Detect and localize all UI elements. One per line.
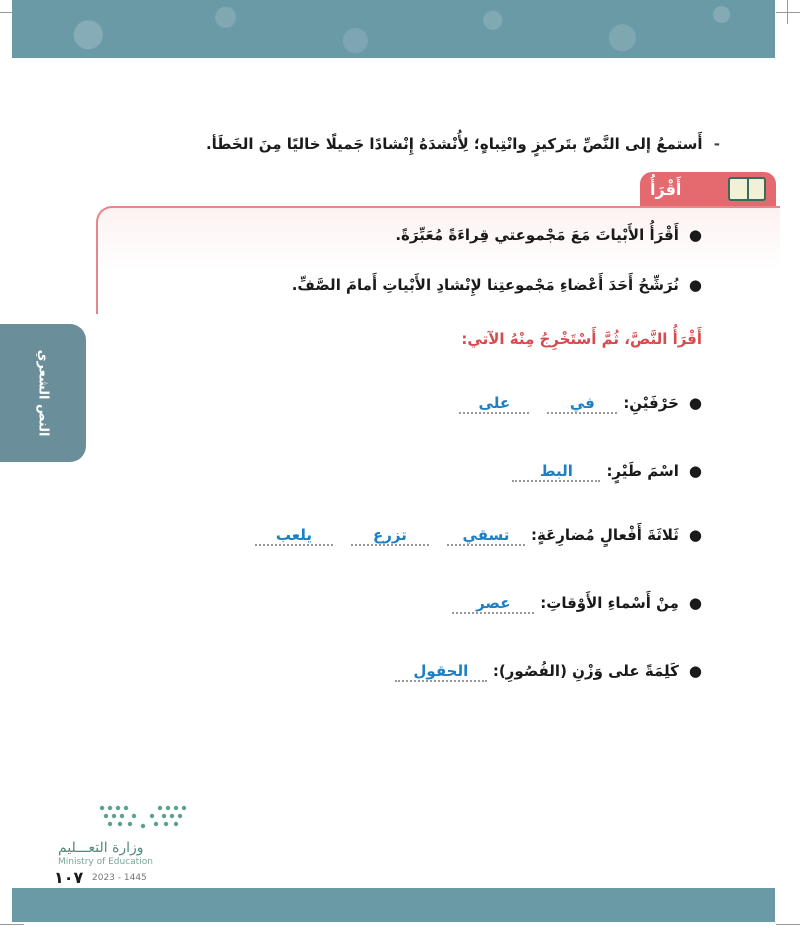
answer-field[interactable]: الحقول bbox=[395, 662, 487, 682]
exercise-row-letters bbox=[441, 394, 702, 414]
exercise-row-times bbox=[434, 594, 702, 614]
crop-mark bbox=[787, 0, 788, 24]
bullet-icon: ● bbox=[688, 394, 702, 412]
instruction-dash: - bbox=[713, 135, 720, 153]
side-section-tab bbox=[0, 324, 86, 462]
bullet-icon: ● bbox=[688, 662, 702, 680]
read-item bbox=[292, 276, 702, 294]
book-icon bbox=[728, 177, 766, 201]
side-tab-label: النص الشعري bbox=[35, 349, 51, 437]
bullet-icon: ● bbox=[688, 226, 702, 244]
answer-field[interactable]: عصر bbox=[452, 594, 534, 614]
answer-field[interactable]: على bbox=[459, 394, 529, 414]
ministry-logo-icon bbox=[96, 802, 190, 832]
bullet-icon: ● bbox=[688, 276, 702, 294]
crop-mark bbox=[0, 924, 24, 925]
read-item-text: أَقْرَأُ الأَبْياتَ مَعَ مَجْموعتي قِراءَةً مُعَبِّرَةً. bbox=[395, 226, 679, 244]
answer-field[interactable]: تسقي bbox=[447, 526, 525, 546]
read-tab-label: أَقْرَأُ bbox=[650, 179, 682, 199]
bottom-bar bbox=[12, 888, 775, 922]
bullet-icon: ● bbox=[688, 594, 702, 612]
top-banner bbox=[12, 0, 775, 58]
answer-field[interactable]: في bbox=[547, 394, 617, 414]
listening-instruction bbox=[60, 135, 720, 153]
exercise-row-pattern bbox=[377, 662, 702, 682]
edition-year: 2023 - 1445 bbox=[92, 873, 147, 883]
row-label: كَلِمَةً على وَزْنِ (الفُصُورِ): bbox=[492, 662, 679, 680]
bullet-icon: ● bbox=[688, 462, 702, 480]
row-label: حَرْفَيْنِ: bbox=[623, 394, 679, 412]
exercise-heading: أَقْرَأُ النَّصَّ، ثُمَّ أَسْتَخْرِجُ مِنْهُ الآتي: bbox=[461, 330, 702, 348]
page-number: ١٠٧ bbox=[54, 868, 84, 887]
read-tab bbox=[640, 172, 776, 206]
row-label: اسْمَ طَيْرٍ: bbox=[606, 462, 679, 480]
crop-mark bbox=[776, 924, 800, 925]
instruction-text: أَستمعُ إلى النَّصِّ بتَركيزٍ وانْتِباهٍ؛ لِأُنْشدَهُ إِنْشادًا جَميلًا خاليًا مِنَ الخَطَأ. bbox=[205, 135, 703, 153]
read-item-text: نُرَشِّحُ أَحَدَ أَعْضاءِ مَجْموعتِنا لإِنْشادِ الأَبْياتِ أَمامَ الصَّفِّ. bbox=[291, 276, 679, 294]
answer-field[interactable]: تزرع bbox=[351, 526, 429, 546]
row-label: ثَلاثَةَ أَفْعالٍ مُضارِعَةٍ: bbox=[530, 526, 679, 544]
read-item bbox=[395, 226, 702, 244]
bullet-icon: ● bbox=[688, 526, 702, 544]
exercise-row-verbs bbox=[237, 526, 702, 546]
banner-pattern bbox=[12, 0, 775, 58]
read-activity-box bbox=[96, 206, 780, 314]
answer-field[interactable]: البط bbox=[512, 462, 600, 482]
exercise-row-bird bbox=[494, 462, 702, 482]
crop-mark bbox=[776, 12, 800, 13]
answer-field[interactable]: يلعب bbox=[255, 526, 333, 546]
row-label: مِنْ أَسْماءِ الأَوْقاتِ: bbox=[540, 594, 679, 612]
ministry-name-en: Ministry of Education bbox=[58, 857, 153, 867]
ministry-name-ar: وزارة التعـــليم bbox=[58, 840, 144, 856]
